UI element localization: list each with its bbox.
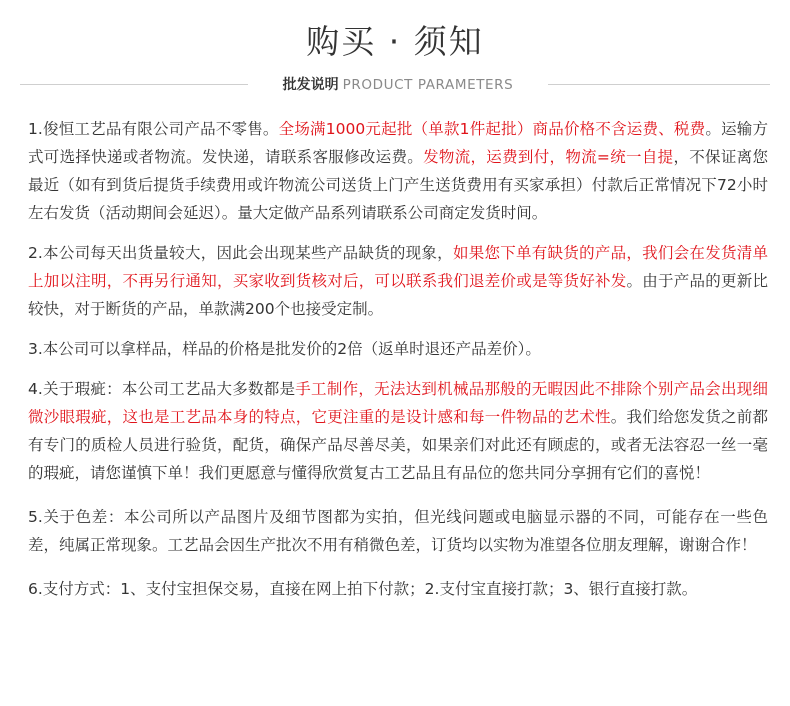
- highlight-segment: 手工制作，无法达到机械品那般的无暇因此不排除个别产品会出现细微沙眼瑕疵，这也是工艺品本身的特点，它更注重的是设计感和每一件物品的艺术性: [28, 380, 768, 426]
- paragraph-stock: [28, 239, 768, 323]
- text-segment: ，不保证离您最近（如有到货后提货手续费用或许物流公司送货上门产生送货费用有买家承担）付款后正常情况下72小时左右发货（活动期间会延迟）。量大定做产品系列请联系公司商定发货时间。: [28, 148, 768, 222]
- text-segment: 2.本公司每天出货量较大，因此会出现某些产品缺货的现象，: [28, 244, 453, 262]
- section-subtitle: [248, 73, 548, 97]
- text-segment: 。由于产品的更新比较快，对于断货的产品，单款满200个也接受定制。: [28, 272, 768, 318]
- text-segment: 1.俊恒工艺品有限公司产品不零售。: [28, 120, 279, 138]
- text-segment: 。我们给您发货之前都有专门的质检人员进行验货，配货，确保产品尽善尽美，如果亲们对此还有顾虑的，或者无法容忍一丝一毫的瑕疵，请您谨慎下单！我们更愿意与懂得欣赏复古工艺品且有品位的您共同分享拥有它们的喜悦！: [28, 408, 768, 482]
- notice-content: [28, 115, 768, 603]
- page-title: 购买 · 须知: [306, 22, 484, 61]
- highlight-segment: 全场满1000元起批（单款1件起批）商品价格不含运费、税费: [278, 120, 706, 138]
- paragraph-color: [28, 503, 768, 559]
- text-segment: 6.支付方式：1、支付宝担保交易，直接在网上拍下付款；2.支付宝直接打款；3、银行直接打款。: [28, 580, 698, 598]
- divider-right: [548, 84, 770, 85]
- paragraph-payment: [28, 575, 768, 603]
- section-header: [0, 73, 790, 97]
- text-segment: 。运输方式可选择快递或者物流。发快递，请联系客服修改运费。: [28, 120, 768, 166]
- paragraph-flaws: [28, 375, 768, 487]
- paragraph-samples: [28, 335, 768, 363]
- subtitle-chinese: 批发说明: [282, 77, 339, 93]
- subtitle-english: PRODUCT PARAMETERS: [342, 77, 514, 93]
- text-segment: 5.关于色差：本公司所以产品图片及细节图都为实拍，但光线问题或电脑显示器的不同，可能存在一些色差，纯属正常现象。工艺品会因生产批次不用有稍微色差，订货均以实物为准望各位朋友理解，谢谢合作！: [28, 508, 768, 554]
- text-segment: 3.本公司可以拿样品，样品的价格是批发价的2倍（返单时退还产品差价）。: [28, 340, 541, 358]
- highlight-segment: 如果您下单有缺货的产品，我们会在发货清单上加以注明，不再另行通知，买家收到货核对后，可以联系我们退差价或是等货好补发: [28, 244, 768, 290]
- text-segment: 4.关于瑕疵：本公司工艺品大多数都是: [28, 380, 296, 398]
- highlight-segment: 发物流，运费到付，物流=统一自提: [423, 148, 674, 166]
- paragraph-shipping: [28, 115, 768, 227]
- divider-left: [20, 84, 248, 85]
